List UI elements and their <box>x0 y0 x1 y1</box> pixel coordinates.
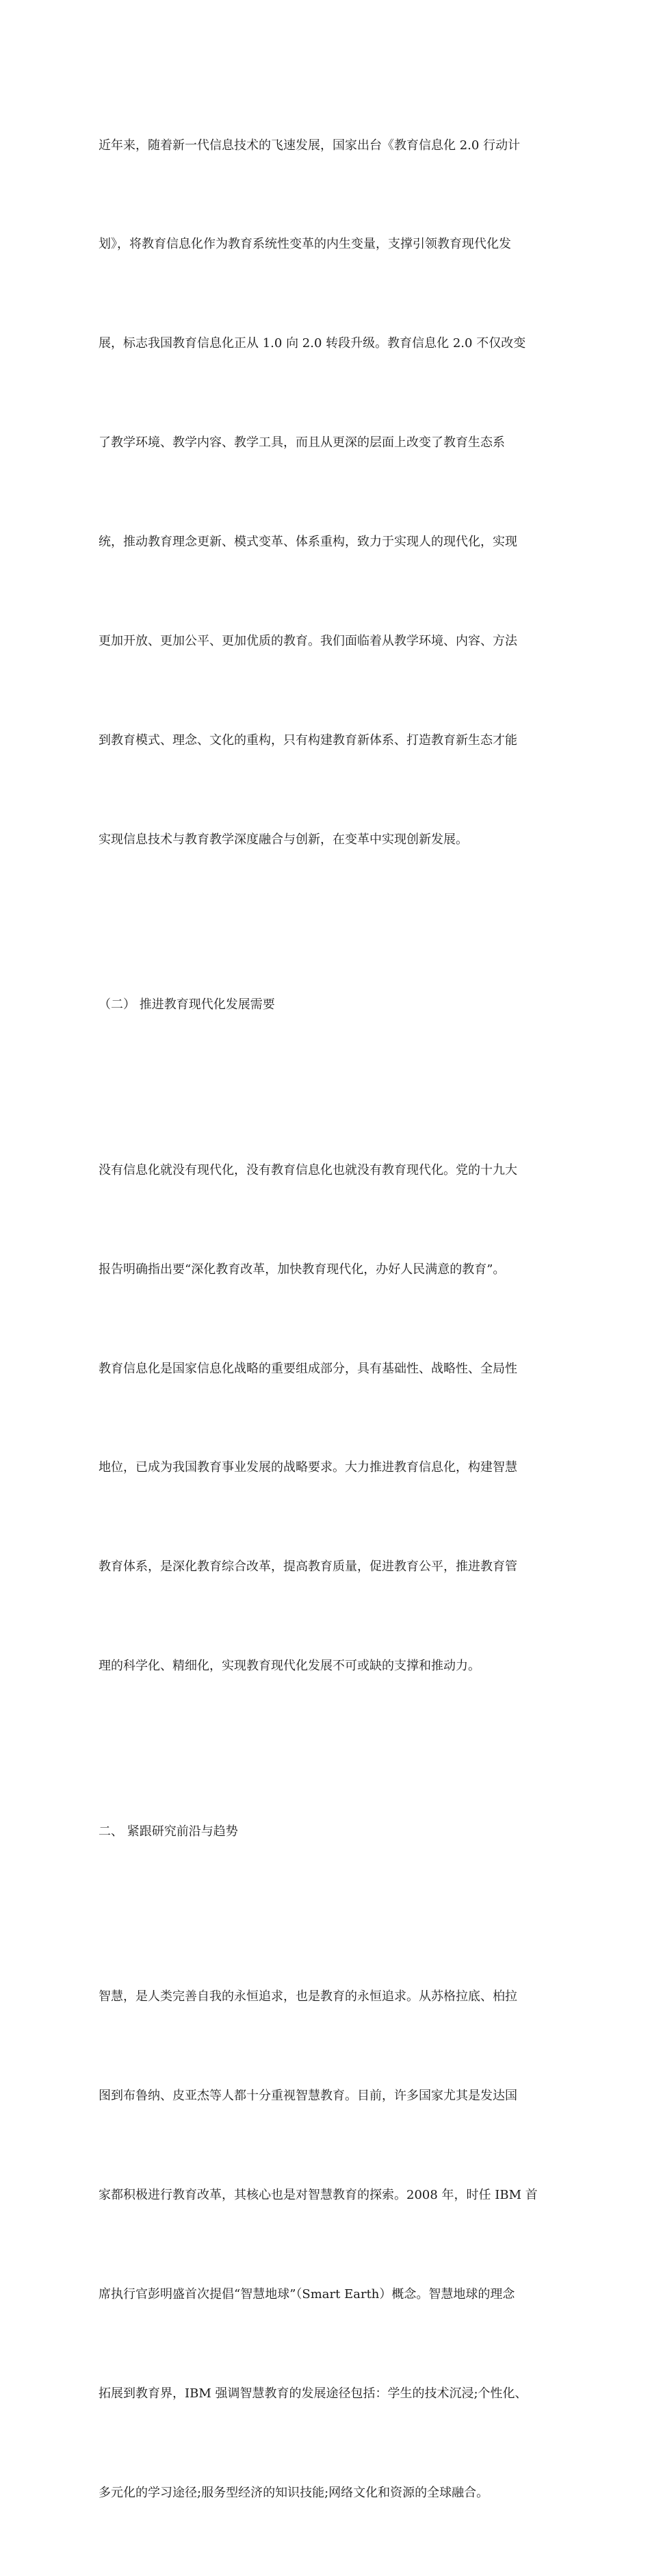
paragraph-modernization <box>99 1088 554 1749</box>
text-line: 图到布鲁纳、皮亚杰等人都十分重视智慧教育。目前，许多国家尤其是发达国 <box>99 2089 517 2104</box>
section-heading-research-frontier <box>99 1749 554 1914</box>
text-line: 更加开放、更加公平、更加优质的教育。我们面临着从教学环境、内容、方法 <box>99 634 517 649</box>
paragraph-smart-education <box>99 1915 554 2576</box>
text-line: 地位，已成为我国教育事业发展的战略要求。大力推进教育信息化，构建智慧 <box>99 1460 517 1475</box>
text-line: 统，推动教育理念更新、模式变革、体系重构，致力于实现人的现代化，实现 <box>99 535 517 550</box>
text-line: 教育体系，是深化教育综合改革，提高教育质量，促进教育公平，推进教育管 <box>99 1559 517 1574</box>
heading-text: 二、 紧跟研究前沿与趋势 <box>99 1824 238 1839</box>
text-line: 席执行官彭明盛首次提倡“智慧地球”（Smart Earth）概念。智慧地球的理念 <box>99 2286 515 2301</box>
text-line: 智慧，是人类完善自我的永恒追求，也是教育的永恒追求。从苏格拉底、柏拉 <box>99 1989 517 2004</box>
text-line: 了教学环境、教学内容、教学工具，而且从更深的层面上改变了教育生态系 <box>99 435 505 450</box>
text-line: 多元化的学习途径;服务型经济的知识技能;网络文化和资源的全球融合。 <box>99 2485 489 2500</box>
text-line: 实现信息技术与教育教学深度融合与创新，在变革中实现创新发展。 <box>99 832 468 847</box>
text-line: 展，标志我国教育信息化正从 1.0 向 2.0 转段升级。教育信息化 2.0 不仅改变 <box>99 336 526 351</box>
text-line: 理的科学化、精细化，实现教育现代化发展不可或缺的支撑和推动力。 <box>99 1659 480 1674</box>
text-line: 教育信息化是国家信息化战略的重要组成部分，具有基础性、战略性、全局性 <box>99 1361 517 1376</box>
text-line: 拓展到教育界，IBM 强调智慧教育的发展途径包括：学生的技术沉浸;个性化、 <box>99 2386 528 2401</box>
text-line: 划》，将教育信息化作为教育系统性变革的内生变量，支撑引领教育现代化发 <box>99 237 511 252</box>
paragraph-education-informatization-2 <box>99 63 554 923</box>
text-line: 报告明确指出要“深化教育改革，加快教育现代化，办好人民满意的教育”。 <box>99 1262 506 1277</box>
text-line: 近年来，随着新一代信息技术的飞速发展，国家出台《教育信息化 2.0 行动计 <box>99 138 521 153</box>
text-line: 没有信息化就没有现代化，没有教育信息化也就没有教育现代化。党的十九大 <box>99 1162 517 1177</box>
document-page <box>99 63 554 2576</box>
section-heading-modernization <box>99 923 554 1088</box>
heading-text: （二） 推进教育现代化发展需要 <box>99 997 275 1012</box>
text-line: 家都积极进行教育改革，其核心也是对智慧教育的探索。2008 年，时任 IBM 首 <box>99 2188 538 2202</box>
text-line: 到教育模式、理念、文化的重构，只有构建教育新体系、打造教育新生态才能 <box>99 732 517 748</box>
